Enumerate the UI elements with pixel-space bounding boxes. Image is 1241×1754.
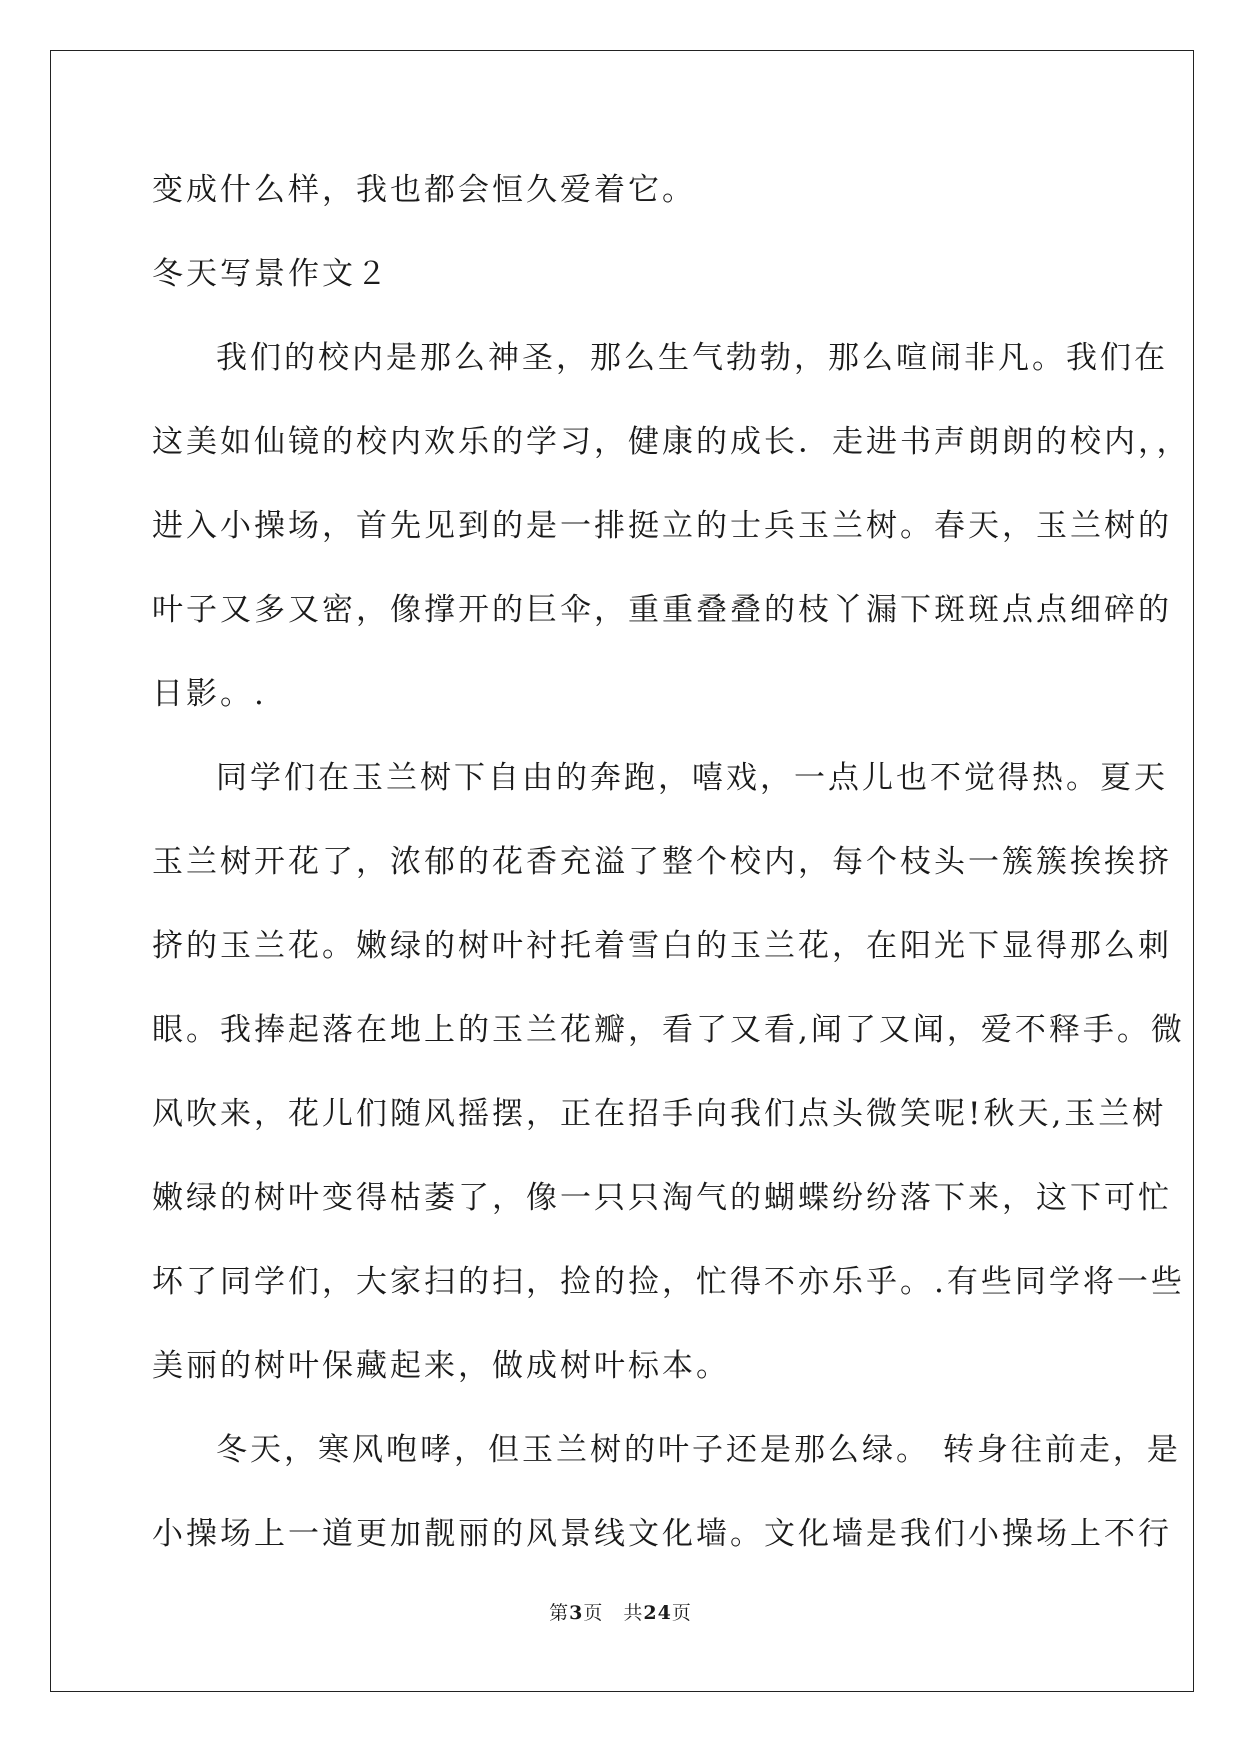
current-page-number: 3: [569, 1602, 584, 1624]
text-line: 美丽的树叶保藏起来，做成树叶标本。: [152, 1348, 730, 1384]
footer-prefix: 第: [549, 1602, 570, 1624]
text-line: 日影。.: [152, 676, 267, 712]
footer-mid: 页 共: [583, 1602, 644, 1624]
paragraph-start: 冬天，寒风咆哮，但玉兰树的叶子还是那么绿。 转身往前走，是: [216, 1432, 1181, 1468]
text-line: 眼。我捧起落在地上的玉兰花瓣，看了又看,闻了又闻，爱不释手。微: [152, 1012, 1185, 1048]
section-heading: 冬天写景作文２: [152, 256, 390, 292]
text-line: 坏了同学们，大家扫的扫，捡的捡，忙得不亦乐乎。.有些同学将一些: [152, 1264, 1185, 1300]
text-line: 小操场上一道更加靓丽的风景线文化墙。文化墙是我们小操场上不行: [152, 1516, 1172, 1552]
text-line: 变成什么样，我也都会恒久爱着它。: [152, 172, 696, 208]
text-line: 玉兰树开花了，浓郁的花香充溢了整个校内，每个枝头一簇簇挨挨挤: [152, 844, 1172, 880]
footer-suffix: 页: [671, 1602, 692, 1624]
paragraph-start: 我们的校内是那么神圣，那么生气勃勃，那么喧闹非凡。我们在: [216, 340, 1168, 376]
text-line: 嫩绿的树叶变得枯萎了，像一只只淘气的蝴蝶纷纷落下来，这下可忙: [152, 1180, 1172, 1216]
text-line: 进入小操场，首先见到的是一排挺立的士兵玉兰树。春天，玉兰树的: [152, 508, 1172, 544]
text-line: 这美如仙镜的校内欢乐的学习，健康的成长．走进书声朗朗的校内，，: [152, 424, 1191, 460]
text-line: 风吹来，花儿们随风摇摆，正在招手向我们点头微笑呢!秋天,玉兰树: [152, 1096, 1167, 1132]
text-line: 挤的玉兰花。嫩绿的树叶衬托着雪白的玉兰花，在阳光下显得那么刺: [152, 928, 1172, 964]
page-number-footer: [0, 1598, 1241, 1625]
paragraph-start: 同学们在玉兰树下自由的奔跑，嘻戏，一点儿也不觉得热。夏天: [216, 760, 1168, 796]
text-line: 叶子又多又密，像撑开的巨伞，重重叠叠的枝丫漏下斑斑点点细碎的: [152, 592, 1172, 628]
document-body: [152, 148, 1191, 1576]
total-pages-number: 24: [643, 1602, 672, 1624]
